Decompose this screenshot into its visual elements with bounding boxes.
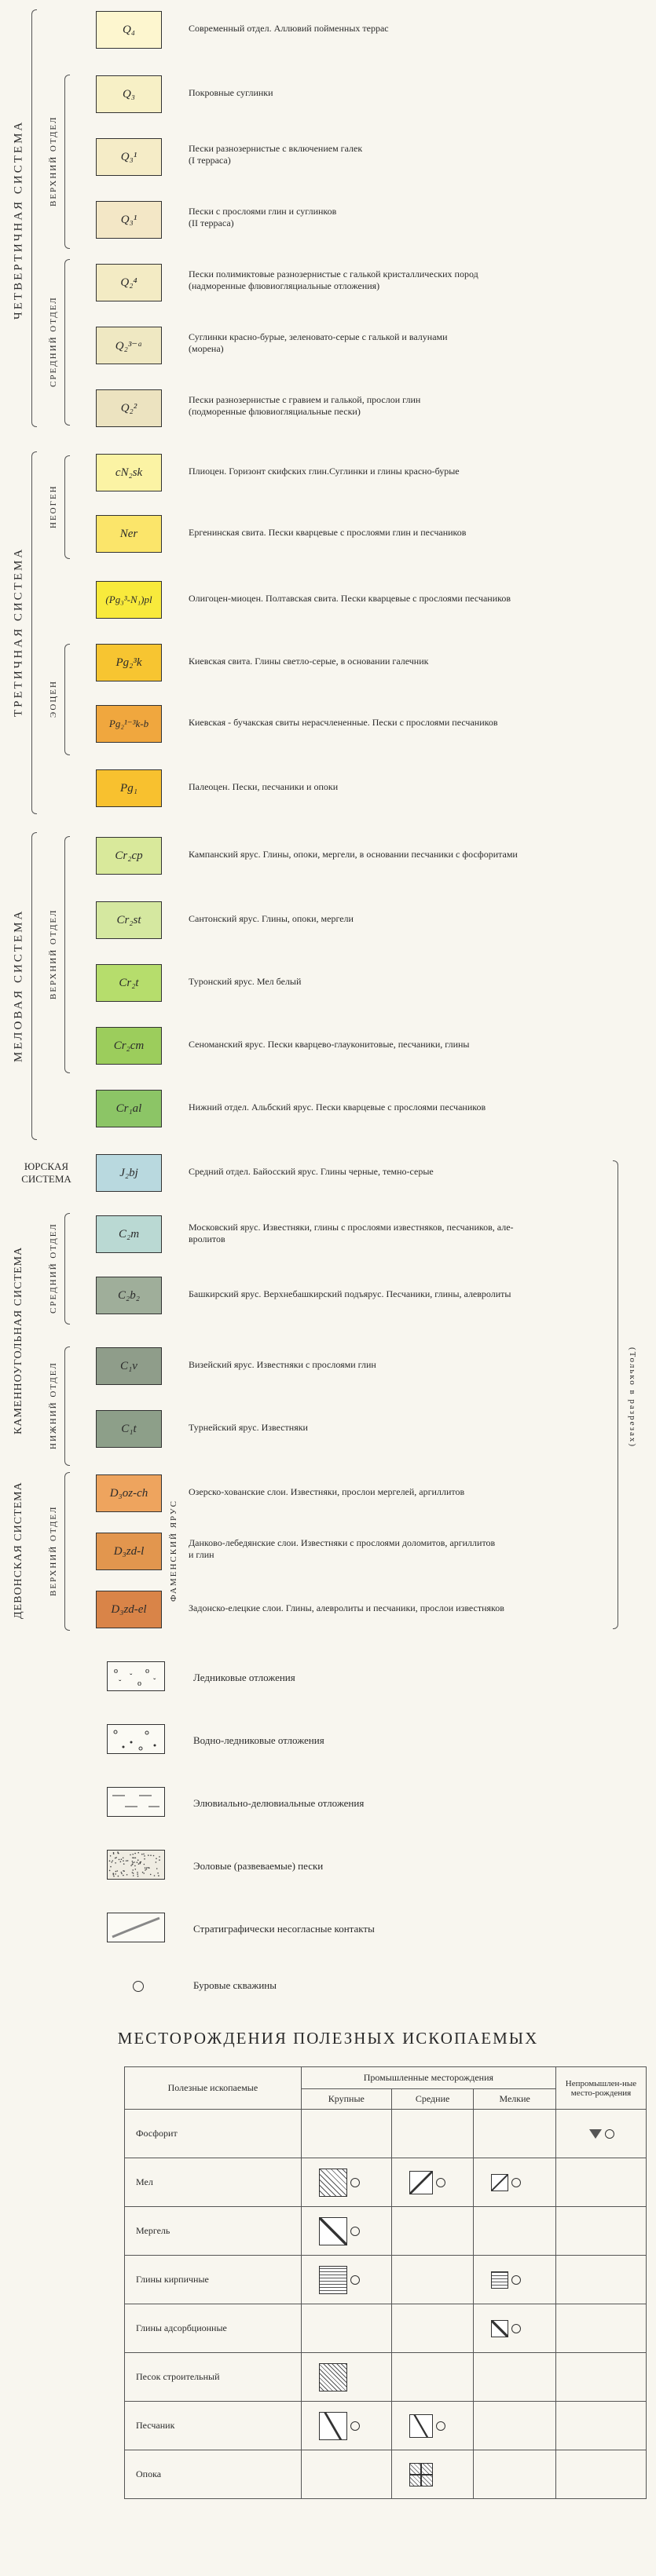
unit-description: Современный отдел. Аллювий пойменных террас [189, 23, 389, 34]
sand-dot [156, 1862, 157, 1863]
system-bracket-tertiary [31, 451, 37, 814]
sand-dot [146, 1867, 148, 1869]
unit-description: Пески разнозернистые с включением галек (I терраса) [189, 143, 363, 166]
sand-dot [143, 1873, 145, 1874]
division-label-q-middle: СРЕДНИЙ ОТДЕЛ [49, 296, 58, 387]
unit-description: Данково-лебедянские слои. Известняки с прослоями доломитов, аргиллитов и глин [189, 1537, 496, 1560]
sand-dot [123, 1875, 124, 1876]
unit-box: Cr₂cp [96, 837, 162, 875]
sand-dot [123, 1863, 125, 1865]
deposit-ring-icon [350, 2227, 360, 2236]
sand-dot [143, 1854, 145, 1855]
sand-dot [141, 1862, 142, 1863]
symbol-label: Водно-ледниковые отложения [193, 1734, 324, 1746]
glacial-pattern-icon [108, 1662, 163, 1690]
sand-dot [109, 1870, 111, 1872]
glacial-deposits-symbol [107, 1661, 165, 1691]
minerals-title: МЕСТОРОЖДЕНИЯ ПОЛЕЗНЫХ ИСКОПАЕМЫХ [117, 2029, 539, 2048]
system-label-devonian: ДЕВОНСКАЯ СИСТЕМА [13, 1482, 24, 1620]
brick-clay-large-icon [319, 2266, 347, 2294]
unit-description: Башкирский ярус. Верхнебашкирский подъярус. Песчаники, глины, алевролиты [189, 1288, 511, 1299]
unit-description: Ергенинская свита. Пески кварцевые с прослоями глин и песчаников [189, 527, 467, 538]
deposit-ring-icon [350, 2178, 360, 2187]
unit-description: Визейский ярус. Известняки с прослоями глин [189, 1359, 376, 1370]
sand-dot [142, 1872, 144, 1873]
sand-dot [130, 1854, 131, 1856]
sand-dot [132, 1861, 134, 1862]
sand-dot [118, 1876, 119, 1877]
sand-dot [115, 1871, 117, 1873]
system-label-carboniferous: КАМЕННОУГОЛЬНАЯ СИСТЕМА [13, 1246, 24, 1435]
division-bracket-k-upper [64, 836, 70, 1073]
header-industrial: Промышленные месторождения [301, 2067, 555, 2089]
sand-dot [117, 1870, 119, 1872]
division-label-neogene: НЕОГЕН [49, 484, 58, 528]
unit-box: C₁t [96, 1410, 162, 1448]
aeolian-pattern-icon [108, 1851, 163, 1878]
deposit-ring-icon [511, 2275, 521, 2285]
unit-box: D₃zd-el [96, 1591, 162, 1628]
adsorption-clay-small-icon [491, 2320, 508, 2337]
division-label-k-upper: ВЕРХНИЙ ОТДЕЛ [49, 908, 58, 999]
unit-box: Q₃¹ [96, 201, 162, 239]
mineral-name: Песок строительный [125, 2353, 302, 2402]
sand-dot [137, 1852, 139, 1854]
header-small: Мелкие [474, 2089, 556, 2110]
sand-dot [148, 1854, 149, 1856]
mineral-name: Фосфорит [125, 2110, 302, 2158]
unit-description: Московский ярус. Известняки, глины с прослоями известняков, песчаников, але- вролитов [189, 1222, 514, 1244]
sand-dot [134, 1862, 135, 1863]
sand-dot [154, 1875, 156, 1876]
unit-box: Cr₂t [96, 964, 162, 1002]
unit-description: Сантонский ярус. Глины, опоки, мергели [189, 913, 354, 924]
unit-description: Олигоцен-миоцен. Полтавская свита. Пески кварцевые с прослоями песчаников [189, 593, 511, 604]
fluvioglacial-deposits-symbol [107, 1724, 165, 1754]
division-bracket-c-lower [64, 1346, 70, 1466]
division-bracket-d-upper [64, 1472, 70, 1631]
sand-dot [130, 1865, 132, 1866]
unit-box: Q₂³⁻ᵃ [96, 327, 162, 364]
svg-text:ˇ: ˇ [119, 1679, 122, 1688]
deposit-ring-icon [350, 2275, 360, 2285]
system-label-jurassic: ЮРСКАЯ СИСТЕМА [21, 1160, 71, 1185]
svg-text:ο: ο [145, 1667, 149, 1675]
unit-box: C₂b₂ [96, 1277, 162, 1314]
section-only-bracket [613, 1160, 618, 1629]
sand-dot [137, 1873, 138, 1875]
sand-dot [120, 1861, 122, 1862]
unit-description: Туронский ярус. Мел белый [189, 976, 302, 987]
phosphorite-triangle-icon [589, 2129, 602, 2139]
header-nonindustrial: Непромышлен-ные место-рождения [555, 2067, 646, 2110]
division-bracket-c-middle [64, 1213, 70, 1325]
sand-dot [134, 1853, 136, 1854]
sand-dot [110, 1855, 112, 1857]
unit-box: Q₃ [96, 75, 162, 113]
unit-description: Пески с прослоями глин и суглинков (II терраса) [189, 206, 337, 228]
unit-box: cN₂sk [96, 454, 162, 491]
sand-dot [137, 1859, 139, 1861]
sand-dot [110, 1866, 112, 1868]
system-bracket-quaternary [31, 9, 37, 427]
building-sand-large-icon [319, 2363, 347, 2391]
division-label-eocene: ЭОЦЕН [49, 680, 58, 718]
sand-dot [146, 1869, 148, 1870]
opoka-medium-icon [409, 2463, 433, 2486]
chalk-small-icon [491, 2174, 508, 2191]
svg-text:ο: ο [114, 1667, 118, 1675]
sand-dot [150, 1854, 152, 1856]
deposit-ring-icon [436, 2178, 445, 2187]
sand-dot [117, 1851, 119, 1853]
sand-dot [115, 1857, 117, 1858]
section-only-label: (Только в разрезах) [628, 1346, 637, 1449]
svg-text:ˇ: ˇ [153, 1678, 156, 1686]
unit-box: Pg₁ [96, 769, 162, 807]
chalk-medium-icon [409, 2171, 433, 2194]
deposit-ring-icon [436, 2421, 445, 2431]
sand-dot [135, 1869, 137, 1870]
system-label-cretaceous: МЕЛОВАЯ СИСТЕМА [12, 908, 25, 1062]
unit-description: Озерско-хованские слои. Известняки, прослои мергелей, аргиллитов [189, 1486, 465, 1497]
sand-dot [121, 1858, 123, 1860]
unit-box: C₂m [96, 1215, 162, 1253]
sand-dot [115, 1862, 116, 1864]
system-label-tertiary: ТРЕТИЧНАЯ СИСТЕМА [12, 546, 25, 718]
header-minerals: Полезные ископаемые [125, 2067, 302, 2110]
marl-large-icon [319, 2217, 347, 2245]
sand-dot [111, 1862, 112, 1863]
sand-dot [121, 1872, 123, 1873]
unit-description: Пески разнозернистые с гравием и галькой, прослои глин (подморенные флювиогляциальные пески) [189, 394, 421, 417]
minerals-table [124, 2066, 647, 2499]
borehole-icon [133, 1981, 144, 1992]
sand-dot [132, 1869, 134, 1871]
svg-text:ˇ: ˇ [130, 1673, 133, 1682]
mineral-name: Глины кирпичные [125, 2256, 302, 2304]
unit-description: Средний отдел. Байосский ярус. Глины черные, темно-серые [189, 1166, 434, 1177]
mineral-name: Песчаник [125, 2402, 302, 2450]
unit-description: Киевская свита. Глины светло-серые, в основании галечник [189, 656, 429, 667]
sand-dot [156, 1858, 157, 1859]
chalk-large-icon [319, 2169, 347, 2197]
header-medium: Средние [391, 2089, 474, 2110]
unit-box: D₃oz-ch [96, 1474, 162, 1512]
sand-dot [123, 1858, 124, 1859]
unit-description: Покровные суглинки [189, 87, 273, 98]
unit-box: D₃zd-l [96, 1533, 162, 1570]
sand-dot [126, 1874, 128, 1876]
unit-box: Cr₁al [96, 1090, 162, 1127]
sand-dot [134, 1858, 135, 1859]
eluvial-pattern-icon [108, 1788, 163, 1815]
symbol-label: Буровые скважины [193, 1979, 277, 1991]
unit-description: Плиоцен. Горизонт скифских глин.Суглинки и глины красно-бурые [189, 466, 460, 477]
unit-description: Турнейский ярус. Известняки [189, 1422, 308, 1433]
unit-description: Задонско-елецкие слои. Глины, алевролиты и песчаники, прослои известняков [189, 1602, 504, 1613]
sand-dot [138, 1863, 140, 1865]
deposit-ring-icon [511, 2178, 521, 2187]
sandstone-medium-icon [409, 2414, 433, 2438]
system-bracket-cretaceous [31, 832, 37, 1140]
brick-clay-small-icon [491, 2271, 508, 2289]
symbol-label: Стратиграфически несогласные контакты [193, 1923, 375, 1935]
unit-box: (Pg₃³-N₁)pl [96, 581, 162, 619]
sand-dot [132, 1857, 134, 1858]
unit-description: Киевская - бучакская свиты нерасчлененные. Пески с прослоями песчаников [189, 717, 498, 728]
sand-dot [121, 1873, 123, 1875]
sand-dot [134, 1865, 136, 1867]
sand-dot [133, 1873, 134, 1874]
sand-dot [132, 1864, 134, 1865]
unit-box: Pg₂¹⁻³k-b [96, 705, 162, 743]
unit-description: Пески полимиктовые разнозернистые с галькой кристаллических пород (надморенные флювиогляциальные отложения) [189, 269, 478, 291]
deposit-ring-icon [350, 2421, 360, 2431]
unit-box: Cr₂st [96, 901, 162, 939]
sand-dot [159, 1859, 160, 1861]
sand-dot [112, 1873, 114, 1875]
unit-box: Q₂² [96, 389, 162, 427]
sand-dot [145, 1867, 146, 1869]
unit-description: Кампанский ярус. Глины, опоки, мергели, в основании песчаники с фосфоритами [189, 849, 518, 860]
sand-dot [137, 1872, 138, 1873]
division-bracket-q-upper [64, 75, 70, 249]
unit-description: Суглинки красно-бурые, зеленовато-серые с галькой и валунами (морена) [189, 331, 448, 354]
sand-dot [115, 1858, 116, 1859]
sandstone-large-icon [319, 2412, 347, 2440]
sand-dot [113, 1876, 115, 1877]
unit-box: J₂bj [96, 1154, 162, 1192]
system-label-quaternary: ЧЕТВЕРТИЧНАЯ СИСТЕМА [12, 119, 25, 320]
deposit-ring-icon [605, 2129, 614, 2139]
unit-description: Сеноманский ярус. Пески кварцево-глауконитовые, песчаники, глины [189, 1039, 470, 1050]
unit-box: Q₂⁴ [96, 264, 162, 301]
sand-dot [109, 1860, 111, 1862]
header-large: Крупные [301, 2089, 391, 2110]
sand-dot [148, 1867, 149, 1869]
sand-dot [123, 1870, 124, 1872]
sand-dot [158, 1875, 159, 1876]
sand-dot [159, 1856, 160, 1858]
mineral-name: Мергель [125, 2207, 302, 2256]
sand-dot [132, 1862, 134, 1864]
unit-box: Q₄ [96, 11, 162, 49]
sand-dot [113, 1853, 115, 1854]
stage-label-famennian: ФАМЕНСКИЙ ЯРУС [169, 1500, 178, 1602]
sand-dot [115, 1873, 116, 1875]
aeolian-sands-symbol [107, 1850, 165, 1880]
symbol-label: Элювиально-делювиальные отложения [193, 1797, 365, 1809]
sand-dot [144, 1858, 145, 1860]
unit-box: Q₃¹ [96, 138, 162, 176]
sand-dot [119, 1859, 120, 1861]
division-label-c-middle: СРЕДНИЙ ОТДЕЛ [49, 1222, 58, 1314]
sand-dot [132, 1854, 134, 1855]
sand-dot [157, 1873, 159, 1874]
sand-dot [113, 1852, 115, 1854]
sand-dot [140, 1863, 141, 1865]
eluvial-deluvial-symbol [107, 1787, 165, 1817]
sand-dot [144, 1855, 145, 1857]
division-label-q-upper: ВЕРХНИЙ ОТДЕЛ [49, 115, 58, 206]
sand-dot [144, 1864, 145, 1865]
sand-dot [126, 1860, 127, 1862]
symbol-label: Эоловые (развеваемые) пески [193, 1860, 324, 1872]
mineral-name: Опока [125, 2450, 302, 2499]
sand-dot [133, 1875, 134, 1876]
sand-dot [127, 1860, 129, 1862]
unit-description: Палеоцен. Пески, песчаники и опоки [189, 781, 339, 792]
sand-dot [150, 1874, 152, 1876]
unit-box: C₁v [96, 1347, 162, 1385]
sand-dot [141, 1854, 143, 1855]
deposit-ring-icon [511, 2324, 521, 2333]
division-bracket-q-middle [64, 259, 70, 426]
unit-description: Нижний отдел. Альбский ярус. Пески кварцевые с прослоями песчаников [189, 1102, 486, 1113]
unit-box: Pg₂³k [96, 644, 162, 681]
division-label-c-lower: НИЖНИЙ ОТДЕЛ [49, 1361, 58, 1449]
sand-dot [135, 1858, 137, 1859]
unit-box: Cr₂cm [96, 1027, 162, 1065]
sand-dot [112, 1860, 114, 1862]
svg-text:ο: ο [137, 1679, 141, 1688]
sand-dot [137, 1876, 139, 1877]
mineral-name: Мел [125, 2158, 302, 2207]
unconformity-symbol [107, 1913, 165, 1942]
fluvioglacial-pattern-icon [108, 1725, 163, 1752]
division-bracket-eocene [64, 644, 70, 755]
sand-dot [153, 1855, 155, 1857]
sand-dot [113, 1874, 115, 1876]
sand-dot [137, 1862, 138, 1863]
sand-dot [145, 1869, 146, 1871]
mineral-name: Глины адсорбционные [125, 2304, 302, 2353]
unit-box: Ner [96, 515, 162, 553]
division-bracket-neogene [64, 455, 70, 559]
sand-dot [156, 1868, 158, 1869]
division-label-d-upper: ВЕРХНИЙ ОТДЕЛ [49, 1505, 58, 1596]
symbol-label: Ледниковые отложения [193, 1672, 295, 1683]
unconformity-line-icon [108, 1913, 163, 1941]
sand-dot [123, 1860, 124, 1862]
